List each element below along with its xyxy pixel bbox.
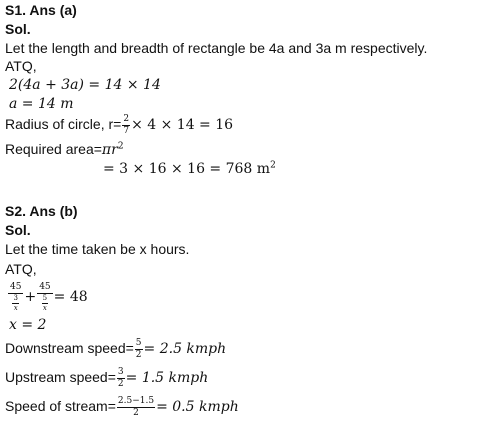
s2-upstream-fraction: $\frac{3}{2}$ — [117, 367, 124, 389]
s1-sol-label: Sol. — [5, 21, 31, 37]
s2-atq: ATQ, — [5, 261, 37, 277]
s1-radius-frac-num: 2 — [123, 114, 130, 124]
s2-downstream-result: = 2.5 kmph — [143, 341, 227, 358]
s1-radius-label: Radius of circle, r= — [5, 116, 122, 133]
s2-term-1 — [8, 283, 23, 312]
s2-term-2-num: 45 — [39, 281, 51, 292]
s2-stream-line — [5, 397, 239, 418]
s2-upstream-result: = 1.5 kmph — [125, 370, 209, 387]
s1-area-label: Required area= — [5, 141, 102, 157]
s2-x-value: x = 2 — [9, 317, 47, 333]
s1-area-formula: πr — [101, 142, 118, 158]
s2-term-1-den: $\frac{3}{x}$ — [13, 293, 18, 312]
s1-atq: ATQ, — [5, 58, 37, 74]
s1-radius-fraction — [122, 115, 130, 136]
s2-upstream-line — [5, 368, 208, 389]
s1-area-line — [5, 140, 124, 159]
s1-area-result-line — [103, 160, 276, 178]
s2-stream-label: Speed of stream= — [5, 398, 116, 415]
s1-area-exponent: 2 — [117, 141, 124, 152]
s1-equation-2: a = 14 m — [9, 96, 74, 112]
s2-downstream-label: Downstream speed= — [5, 340, 134, 357]
s1-radius-result: × 4 × 14 = 16 — [131, 117, 234, 134]
s2-term-1-num: 45 — [10, 281, 22, 292]
s2-downstream-fraction: $\frac{5}{2}$ — [135, 338, 142, 360]
s2-term-2-den: $\frac{5}{x}$ — [42, 293, 48, 312]
s1-statement: Let the length and breadth of rectangle be 4a and 3a m respectively. — [5, 40, 428, 56]
s2-statement: Let the time taken be x hours. — [5, 241, 190, 257]
s1-area-result: = 3 × 16 × 16 = 768 m — [103, 161, 271, 177]
s2-downstream-line — [5, 339, 226, 360]
s2-equation-result: = 48 — [53, 289, 88, 305]
s2-stream-result: = 0.5 kmph — [156, 399, 239, 416]
s2-title: S2. Ans (b) — [5, 203, 78, 219]
s1-radius-frac-den: 7 — [123, 126, 130, 136]
s2-plus: + — [24, 289, 37, 305]
s2-term-2 — [37, 283, 52, 312]
s1-radius-line — [5, 115, 233, 136]
s1-title: S1. Ans (a) — [5, 2, 77, 18]
s2-upstream-label: Upstream speed= — [5, 369, 116, 386]
s2-stream-fraction: $\frac{2.5-1.5}{2}$ — [117, 396, 155, 418]
s2-equation-line — [7, 282, 88, 312]
s2-sol-label: Sol. — [5, 222, 31, 238]
s1-equation-1: 2(4a + 3a) = 14 × 14 — [9, 77, 161, 93]
s1-area-result-exponent: 2 — [270, 160, 276, 171]
